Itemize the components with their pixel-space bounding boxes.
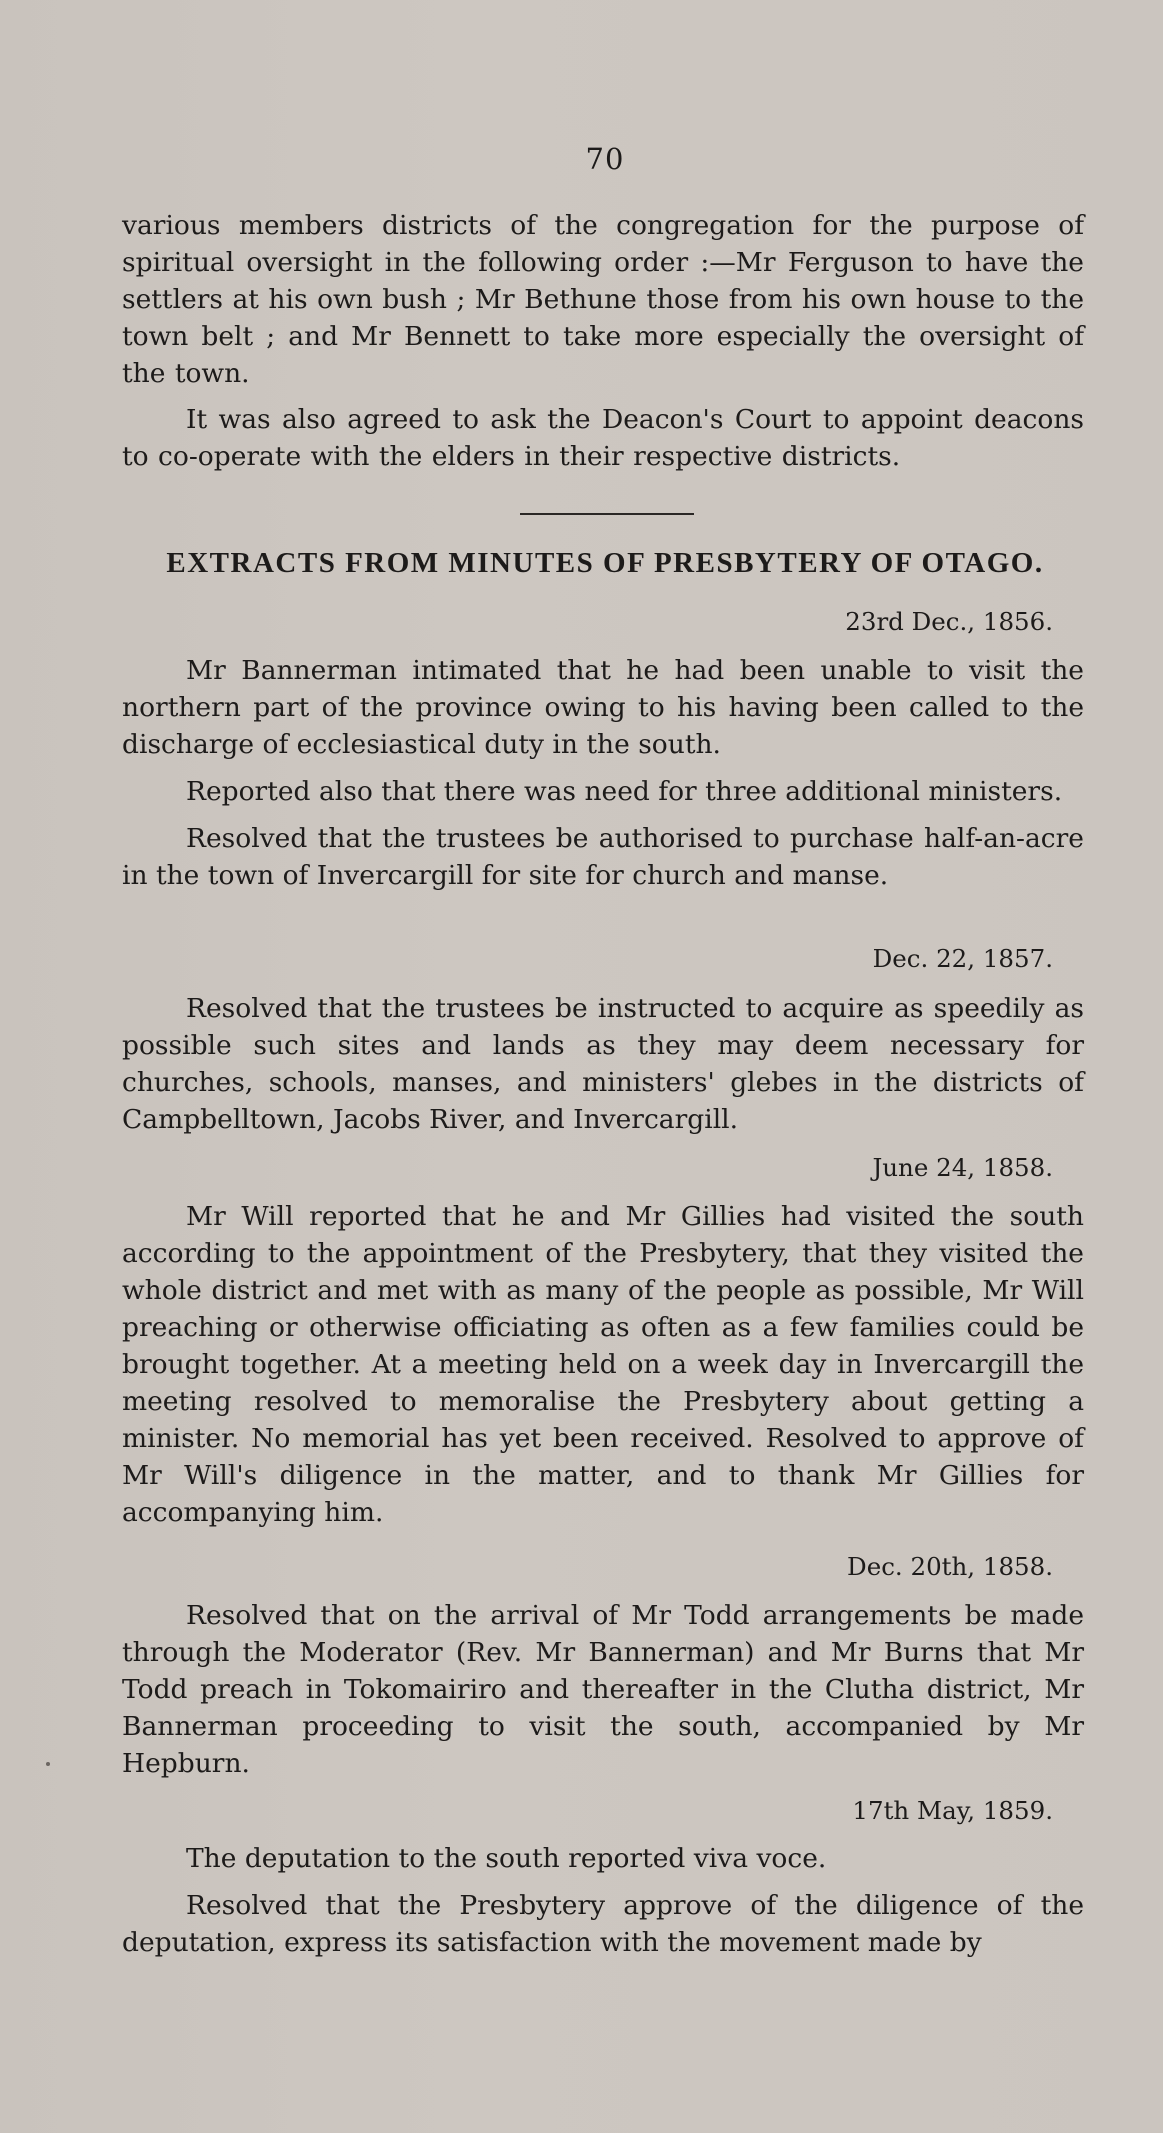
entry-date: 23rd Dec., 1856. <box>845 607 1053 636</box>
entry-paragraph: Resolved that on the arrival of Mr Todd arrangements be made through the Moderator (Rev. Mr Bannerman) and Mr Burns that Mr Todd preach in Tokomairiro and thereafter in the Clutha district, Mr Bannerman proceeding to visit the south, accompanied by Mr Hepburn. <box>122 1600 1084 1779</box>
entry-body <box>122 652 1084 904</box>
entry-body <box>122 1597 1084 1792</box>
opening-paragraph-2: It was also agreed to ask the Deacon's Court to appoint deacons to co-operate with the elders in their respective districts. <box>122 404 1084 472</box>
entry-date: 17th May, 1859. <box>852 1796 1053 1825</box>
entry-body <box>122 990 1084 1148</box>
entry-paragraph: Resolved that the trustees be authorised to purchase half-an-acre in the town of Invercargill for site for church and manse. <box>122 823 1084 891</box>
entry-date: Dec. 22, 1857. <box>872 944 1053 973</box>
paper-speck <box>46 1762 50 1766</box>
entry-paragraph: Mr Will reported that he and Mr Gillies had visited the south according to the appointment of the Presbytery, that they visited the whole district and met with as many of the people as possible, Mr Will preaching or otherwise officiating as often as a few families could be brought together. At a meeting held on a week day in Invercargill the meeting resolved to memoralise the Presbytery about getting a minister. No memorial has yet been received. Resolved to approve of Mr Will's diligence in the matter, and to thank Mr Gillies for accompanying him. <box>122 1201 1084 1528</box>
entry-date: June 24, 1858. <box>872 1153 1053 1182</box>
entry-paragraph: The deputation to the south reported viva voce. <box>186 1843 827 1874</box>
section-heading: EXTRACTS FROM MINUTES OF PRESBYTERY OF OTAGO. <box>166 547 1044 579</box>
opening-paragraph-1: various members districts of the congregation for the purpose of spiritual oversight in the following order :—Mr Ferguson to have the settlers at his own bush ; Mr Bethune those from his own house to the town belt ; and Mr Bennett to take more especially the oversight of the town. <box>122 210 1084 389</box>
entry-body <box>122 1198 1084 1541</box>
entry-paragraph: Resolved that the trustees be instructed to acquire as speedily as possible such sites and lands as they may deem necessary for churches, schools, manses, and ministers' glebes in the districts of Campbelltown, Jacobs River, and Invercargill. <box>122 993 1084 1135</box>
opening-text <box>122 207 1084 484</box>
entry-body <box>122 1840 1084 1971</box>
entry-paragraph: Resolved that the Presbytery approve of the diligence of the deputation, express its satisfaction with the movement made by <box>122 1890 1084 1958</box>
entry-paragraph: Reported also that there was need for three additional ministers. <box>186 776 1063 807</box>
section-divider <box>520 513 694 515</box>
entry-paragraph: Mr Bannerman intimated that he had been unable to visit the northern part of the province owing to his having been called to the discharge of ecclesiastical duty in the south. <box>122 655 1084 760</box>
entry-date: Dec. 20th, 1858. <box>847 1552 1053 1581</box>
page-number: 70 <box>585 142 625 176</box>
